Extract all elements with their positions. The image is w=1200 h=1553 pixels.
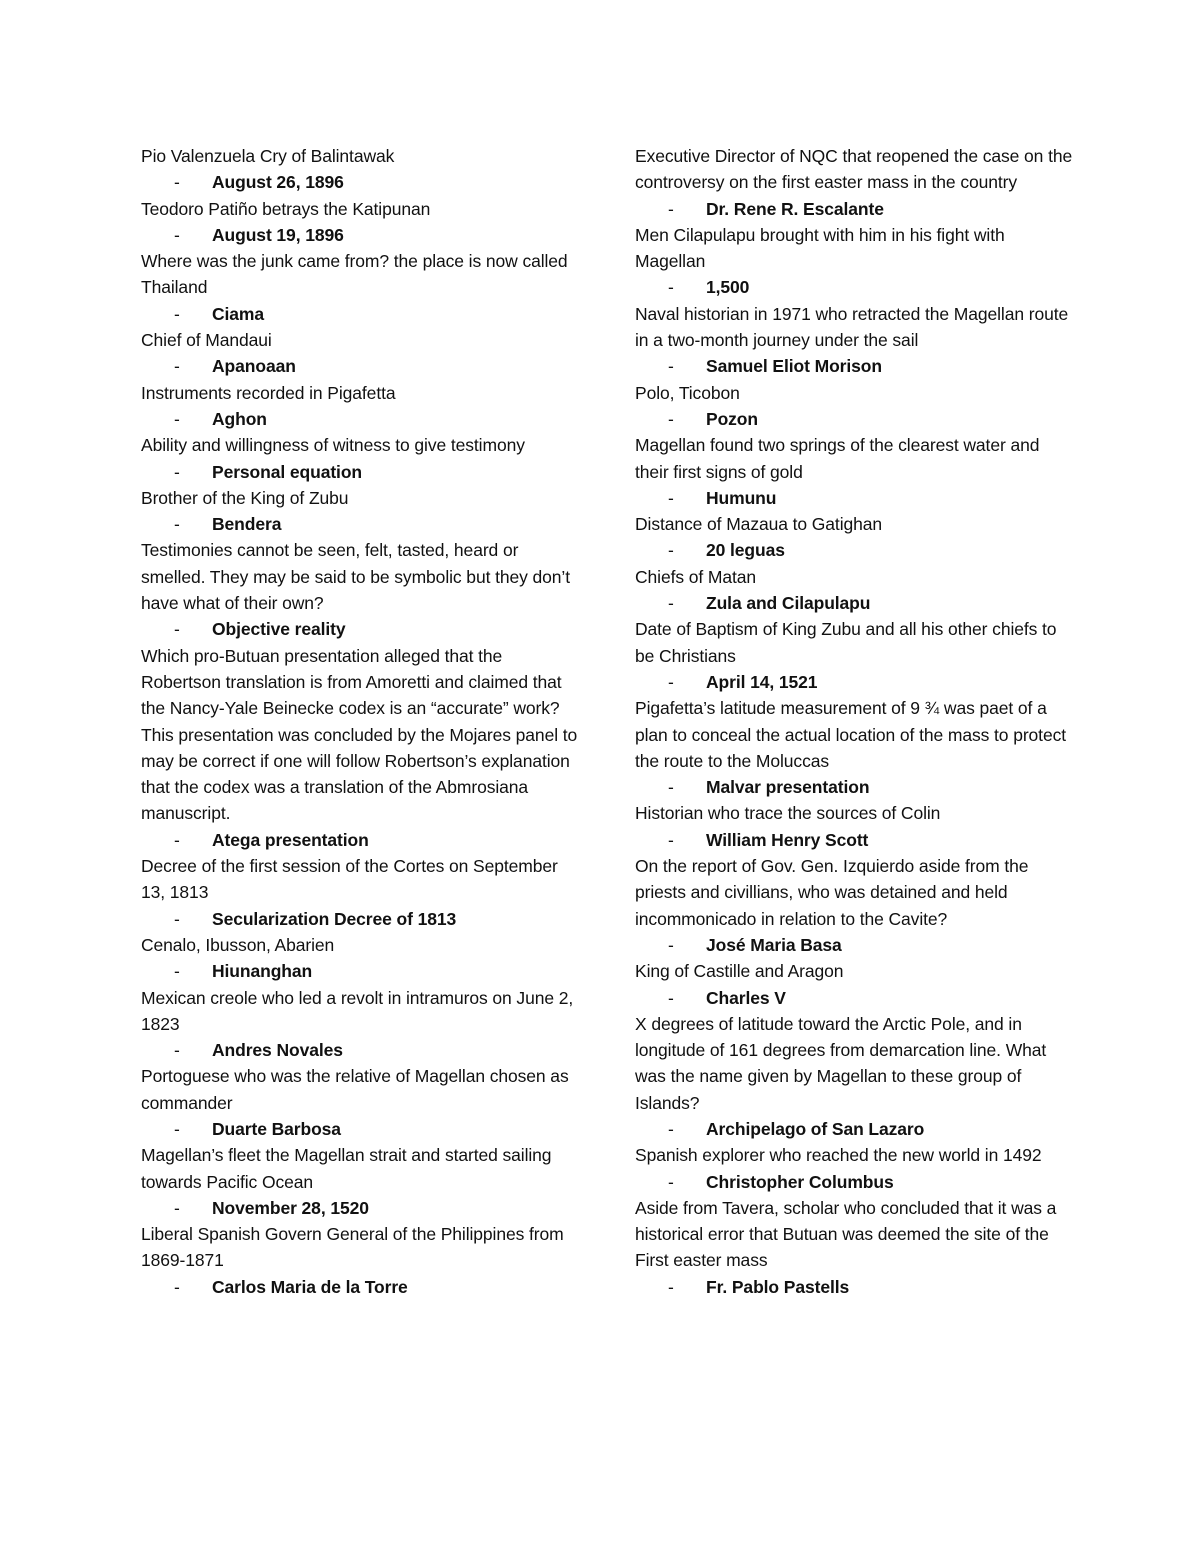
answer-line: [635, 485, 1075, 511]
answer-text: Secularization Decree of 1813: [212, 908, 457, 929]
answer-line: [635, 985, 1075, 1011]
question-text: Polo, Ticobon: [635, 382, 740, 403]
question-text: Where was the junk came from? the place is now called Thailand: [141, 251, 568, 298]
bullet-dash: -: [668, 408, 674, 429]
bullet-dash: -: [174, 619, 180, 640]
question-text: Distance of Mazaua to Gatighan: [635, 514, 883, 535]
bullet-dash: -: [174, 303, 180, 324]
answer-text: Humunu: [706, 487, 777, 508]
answer-line: [635, 353, 1075, 379]
right-column: [635, 143, 1075, 1300]
qa-entry: [141, 143, 581, 196]
qa-entry: [635, 380, 1075, 433]
bullet-dash: -: [668, 593, 674, 614]
bullet-dash: -: [174, 908, 180, 929]
qa-entry: [635, 958, 1075, 1011]
qa-entry: [635, 695, 1075, 800]
answer-text: August 26, 1896: [212, 172, 344, 193]
bullet-dash: -: [174, 961, 180, 982]
bullet-dash: -: [174, 356, 180, 377]
bullet-dash: -: [668, 671, 674, 692]
qa-entry: [141, 248, 581, 327]
question-text: Pigafetta’s latitude measurement of 9 ¾ was paet of a plan to conceal the actual location of the mass to protect the route to the Moluccas: [635, 698, 1066, 771]
question-text: Men Cilapulapu brought with him in his fight with Magellan: [635, 224, 1005, 272]
qa-entry: [141, 932, 581, 985]
answer-text: Samuel Eliot Morison: [706, 356, 882, 377]
bullet-dash: -: [174, 1276, 180, 1297]
answer-text: Fr. Pablo Pastells: [706, 1276, 850, 1297]
answer-text: August 19, 1896: [212, 224, 344, 245]
qa-entry: [635, 800, 1075, 853]
answer-text: Carlos Maria de la Torre: [212, 1276, 408, 1297]
answer-text: Hiunanghan: [212, 961, 313, 982]
answer-text: Dr. Rene R. Escalante: [706, 198, 884, 219]
bullet-dash: -: [668, 829, 674, 850]
qa-entry: [635, 564, 1075, 617]
bullet-dash: -: [668, 1171, 674, 1192]
answer-text: José Maria Basa: [706, 934, 842, 955]
question-text: Chief of Mandaui: [141, 330, 272, 351]
bullet-dash: -: [174, 514, 180, 535]
answer-line: [635, 1169, 1075, 1195]
question-text: Pio Valenzuela Cry of Balintawak: [141, 146, 395, 166]
qa-entry: [635, 616, 1075, 695]
qa-entry: [141, 432, 581, 485]
answer-line: [635, 537, 1075, 563]
bullet-dash: -: [668, 777, 674, 798]
bullet-dash: -: [174, 224, 180, 245]
qa-entry: [635, 853, 1075, 958]
qa-entry: [635, 1142, 1075, 1195]
qa-entry: [635, 1011, 1075, 1142]
answer-text: Atega presentation: [212, 829, 369, 850]
qa-entry: [141, 327, 581, 380]
answer-line: [635, 196, 1075, 222]
question-text: Naval historian in 1971 who retracted the Magellan route in a two-month journey under the sail: [635, 303, 1069, 351]
qa-entry: [141, 1142, 581, 1221]
answer-line: [635, 669, 1075, 695]
answer-line: [635, 932, 1075, 958]
bullet-dash: -: [174, 461, 180, 482]
answer-line: [635, 774, 1075, 800]
answer-line: [141, 353, 581, 379]
left-column: [141, 143, 581, 1300]
qa-entry: [141, 485, 581, 538]
answer-text: November 28, 1520: [212, 1197, 369, 1218]
answer-text: Malvar presentation: [706, 777, 870, 798]
question-text: Brother of the King of Zubu: [141, 487, 349, 508]
answer-text: Ciama: [212, 303, 265, 324]
bullet-dash: -: [668, 487, 674, 508]
answer-line: [141, 827, 581, 853]
answer-text: Objective reality: [212, 619, 346, 640]
qa-entry: [141, 1063, 581, 1142]
question-text: Testimonies cannot be seen, felt, tasted, heard or smelled. They may be said to be symbolic but they don’t have what of their own?: [141, 540, 570, 614]
qa-entry: [635, 432, 1075, 511]
question-text: X degrees of latitude toward the Arctic Pole, and in longitude of 161 degrees from demarcation line. What was the name given by Magellan to these group of Islands?: [635, 1013, 1047, 1113]
answer-line: [141, 1116, 581, 1142]
question-text: Spanish explorer who reached the new world in 1492: [635, 1145, 1042, 1166]
qa-entry: [141, 853, 581, 932]
answer-line: [141, 616, 581, 642]
question-text: Instruments recorded in Pigafetta: [141, 382, 396, 403]
question-text: Aside from Tavera, scholar who concluded that it was a historical error that Butuan was deemed the site of the First easter mass: [635, 1197, 1057, 1271]
qa-entry: [141, 196, 581, 249]
question-text: Decree of the first session of the Cortes on September 13, 1813: [141, 856, 558, 903]
question-text: King of Castille and Aragon: [635, 961, 844, 982]
question-text: Magellan found two springs of the clearest water and their first signs of gold: [635, 435, 1040, 482]
answer-line: [141, 169, 581, 195]
question-text: Portoguese who was the relative of Magellan chosen as commander: [141, 1066, 569, 1113]
answer-line: [141, 406, 581, 432]
bullet-dash: -: [174, 829, 180, 850]
answer-line: [141, 511, 581, 537]
bullet-dash: -: [668, 356, 674, 377]
qa-entry: [141, 380, 581, 433]
question-text: Mexican creole who led a revolt in intramuros on June 2, 1823: [141, 987, 574, 1034]
answer-text: 1,500: [706, 277, 750, 298]
question-text: On the report of Gov. Gen. Izquierdo aside from the priests and civillians, who was detained and held incommonicado in relation to the Cavite?: [635, 856, 1029, 929]
answer-text: Aghon: [212, 408, 267, 429]
question-text: Teodoro Patiño betrays the Katipunan: [141, 198, 431, 219]
answer-text: Duarte Barbosa: [212, 1118, 341, 1139]
answer-text: Andres Novales: [212, 1040, 343, 1061]
answer-text: April 14, 1521: [706, 671, 818, 692]
bullet-dash: -: [668, 1276, 674, 1297]
answer-line: [141, 301, 581, 327]
question-text: Liberal Spanish Govern General of the Philippines from 1869-1871: [141, 1224, 564, 1271]
answer-line: [141, 222, 581, 248]
question-text: Executive Director of NQC that reopened the case on the controversy on the first easter mass in the country: [635, 146, 1073, 193]
question-text: Cenalo, Ibusson, Abarien: [141, 934, 335, 955]
answer-line: [141, 958, 581, 984]
answer-text: Zula and Cilapulapu: [706, 593, 871, 614]
bullet-dash: -: [174, 1197, 180, 1218]
qa-entry: [141, 537, 581, 642]
bullet-dash: -: [668, 277, 674, 298]
answer-text: Archipelago of San Lazaro: [706, 1118, 925, 1139]
question-text: Chiefs of Matan: [635, 566, 757, 587]
bullet-dash: -: [668, 198, 674, 219]
answer-line: [635, 590, 1075, 616]
question-text: Historian who trace the sources of Colin: [635, 803, 941, 824]
answer-text: William Henry Scott: [706, 829, 869, 850]
qa-entry: [635, 1195, 1075, 1300]
answer-line: [141, 1037, 581, 1063]
bullet-dash: -: [174, 172, 180, 193]
qa-entry: [635, 222, 1075, 301]
answer-line: [635, 406, 1075, 432]
bullet-dash: -: [668, 1118, 674, 1139]
qa-entry: [635, 143, 1075, 222]
bullet-dash: -: [174, 1040, 180, 1061]
answer-line: [141, 906, 581, 932]
qa-entry: [141, 643, 581, 853]
question-text: Magellan’s fleet the Magellan strait and started sailing towards Pacific Ocean: [141, 1145, 552, 1192]
qa-entry: [141, 985, 581, 1064]
answer-text: Personal equation: [212, 461, 362, 482]
answer-line: [141, 459, 581, 485]
bullet-dash: -: [174, 1118, 180, 1139]
answer-text: Apanoaan: [212, 356, 296, 377]
answer-line: [141, 1274, 581, 1300]
bullet-dash: -: [668, 987, 674, 1008]
answer-line: [635, 1116, 1075, 1142]
answer-line: [141, 1195, 581, 1221]
answer-text: Charles V: [706, 987, 786, 1008]
question-text: Which pro-Butuan presentation alleged that the Robertson translation is from Amoretti and claimed that the Nancy-Yale Beinecke codex is an “accurate” work? This presentation was concluded by the Mojares panel to may be correct if one will follow Robertson’s explanation that the codex was a translation of the Abmrosiana manuscript.: [141, 645, 578, 824]
answer-line: [635, 274, 1075, 300]
question-text: Date of Baptism of King Zubu and all his other chiefs to be Christians: [635, 619, 1057, 666]
qa-entry: [141, 1221, 581, 1300]
answer-text: 20 leguas: [706, 540, 785, 561]
bullet-dash: -: [174, 408, 180, 429]
answer-line: [635, 1274, 1075, 1300]
answer-text: Christopher Columbus: [706, 1171, 894, 1192]
bullet-dash: -: [668, 540, 674, 561]
bullet-dash: -: [668, 934, 674, 955]
answer-text: Pozon: [706, 408, 758, 429]
answer-text: Bendera: [212, 514, 282, 535]
question-text: Ability and willingness of witness to give testimony: [141, 435, 525, 456]
answer-line: [635, 827, 1075, 853]
qa-entry: [635, 511, 1075, 564]
qa-entry: [635, 301, 1075, 380]
